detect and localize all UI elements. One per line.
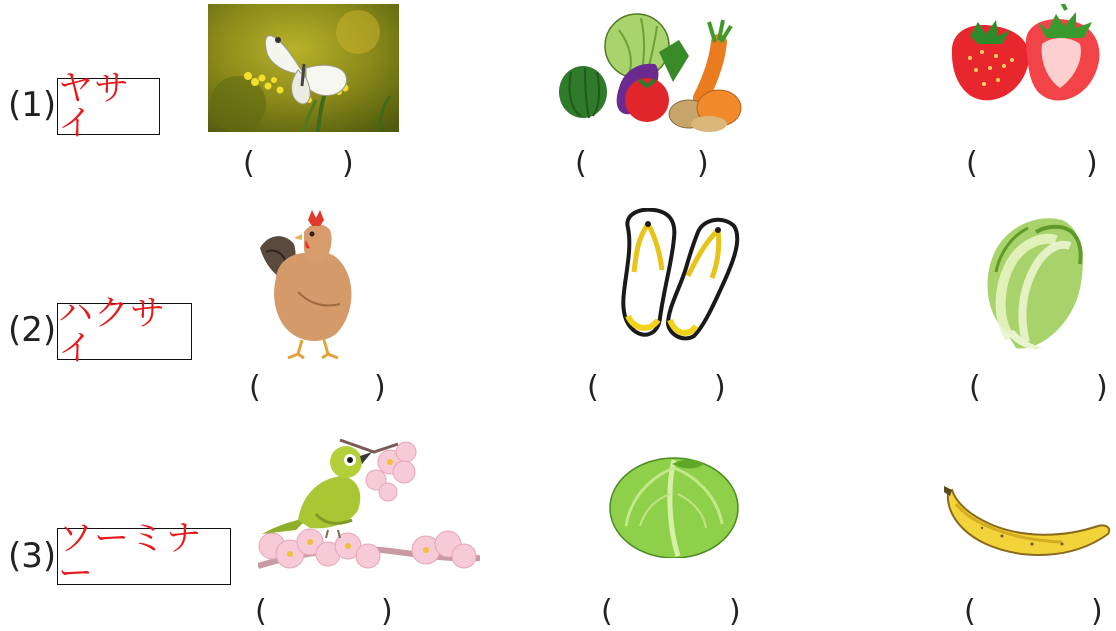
answer-paren-close: ) (381, 594, 393, 629)
word-box: ハクサイ (57, 303, 192, 360)
hen-icon (258, 208, 358, 360)
cabbage-icon (608, 454, 740, 558)
question-number: (1) (8, 85, 57, 125)
answer-paren-close: ) (1091, 594, 1103, 629)
question-number: (3) (8, 536, 57, 576)
answer-paren-close: ) (374, 370, 386, 405)
answer-paren-open: ( (255, 594, 267, 629)
answer-paren-open: ( (966, 146, 978, 181)
answer-paren-open: ( (969, 370, 981, 405)
butterfly-icon (208, 4, 399, 132)
answer-paren-open: ( (249, 370, 261, 405)
answer-paren-close: ) (729, 594, 741, 629)
word-box: ソーミナー (57, 528, 231, 585)
white-eye-bird-icon (258, 434, 480, 574)
answer-paren-close: ) (714, 370, 726, 405)
question-number: (2) (8, 310, 57, 350)
chinese-cabbage-icon (976, 212, 1088, 354)
answer-paren-close: ) (697, 146, 709, 181)
answer-paren-open: ( (587, 370, 599, 405)
sandals-icon (620, 208, 744, 342)
answer-paren-close: ) (342, 146, 354, 181)
answer-paren-close: ) (1086, 146, 1098, 181)
vegetables-icon (559, 12, 743, 132)
word-box: ヤサイ (57, 78, 160, 135)
banana-icon (942, 484, 1114, 564)
answer-paren-close: ) (1096, 370, 1108, 405)
answer-paren-open: ( (601, 594, 613, 629)
answer-paren-open: ( (575, 146, 587, 181)
strawberries-icon (942, 4, 1104, 108)
answer-paren-open: ( (243, 146, 255, 181)
answer-paren-open: ( (964, 594, 976, 629)
